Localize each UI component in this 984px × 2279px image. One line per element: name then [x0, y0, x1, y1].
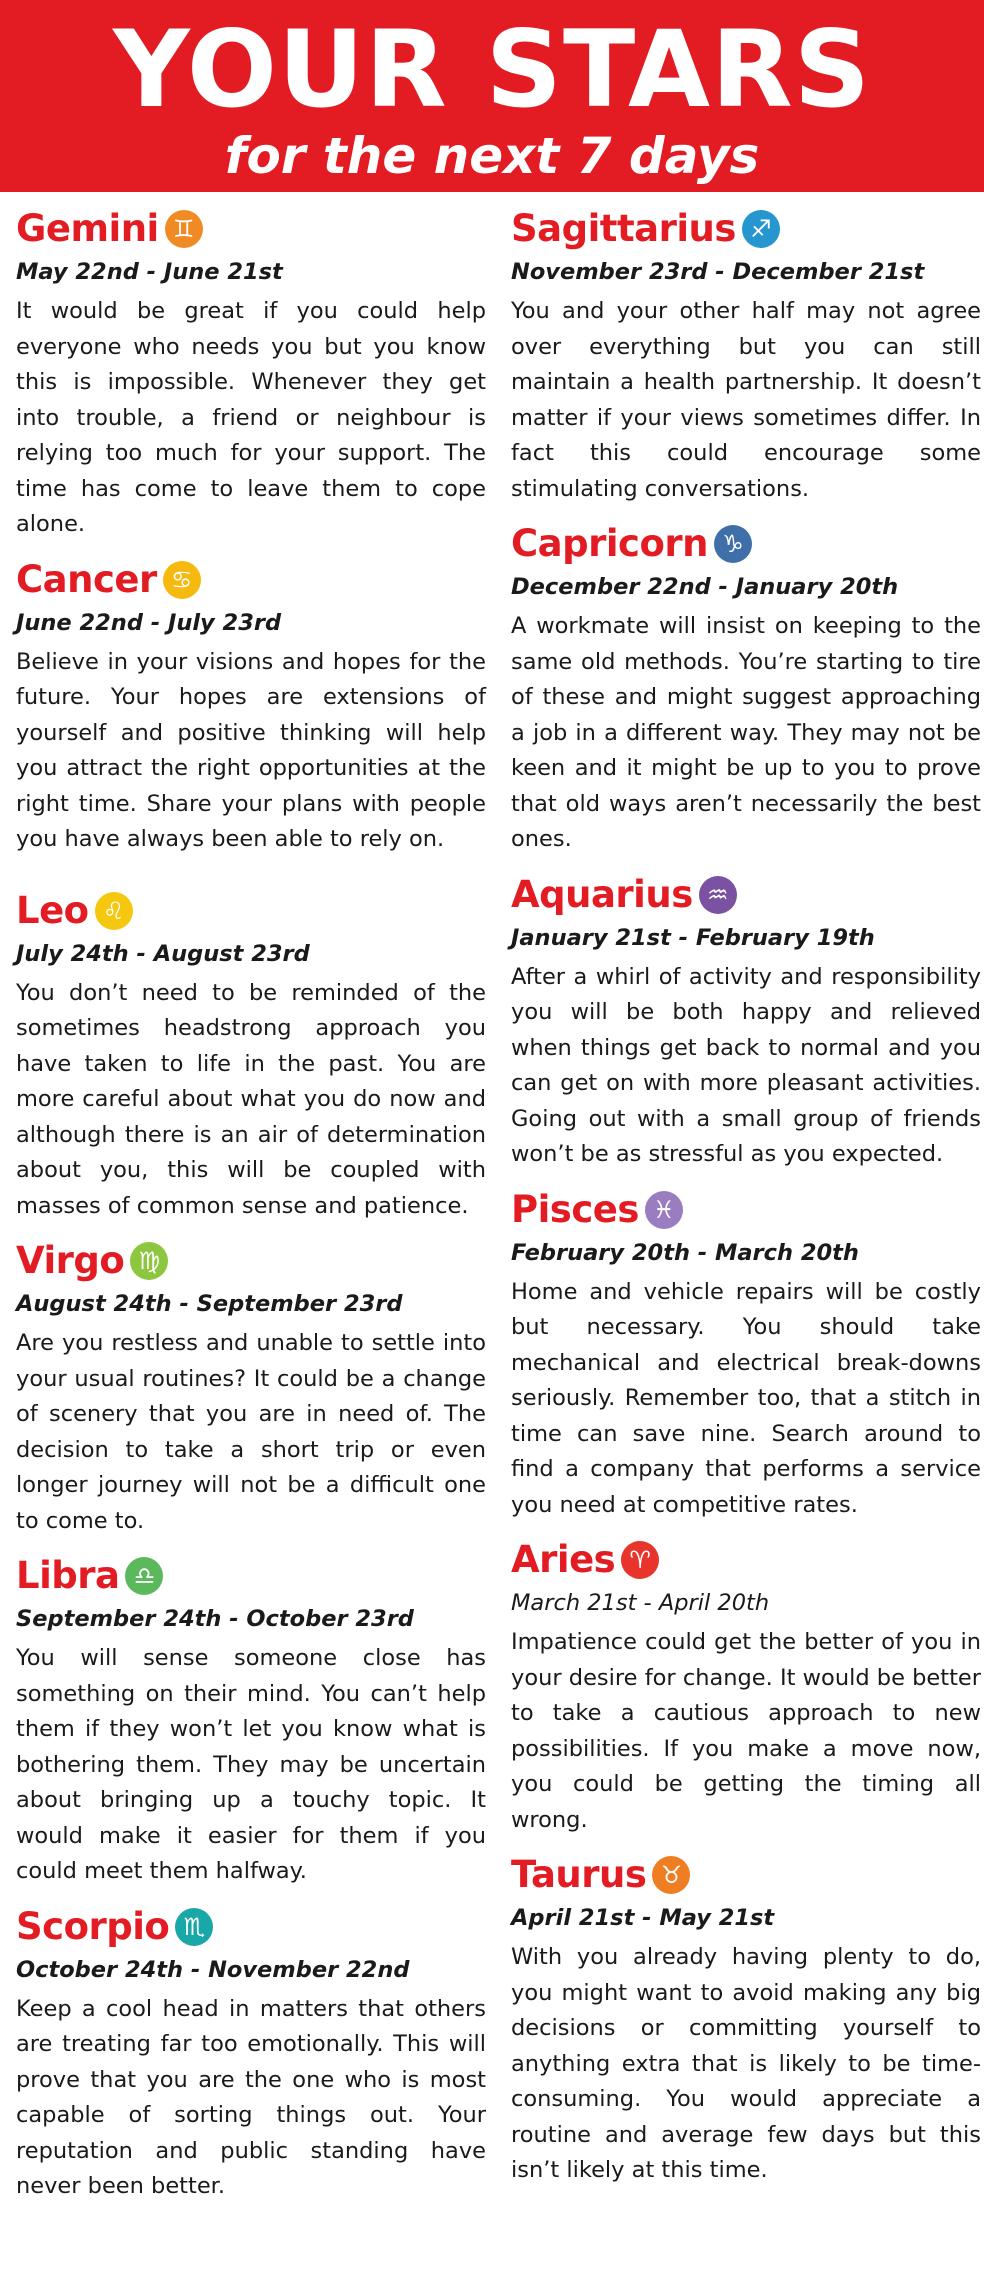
sign-libra — [16, 1549, 486, 1890]
sign-name-capricorn: Capricorn — [511, 522, 708, 565]
aquarius-icon: ♒ — [699, 876, 737, 914]
sign-heading — [511, 1183, 981, 1237]
sign-heading — [511, 202, 981, 256]
sign-text-cancer: Believe in your visions and hopes for the future. Your hopes are extensions of yourself and positive thinking will help you attract the right opportunities at the right time. Share your plans with people you have always been able to rely on. — [16, 648, 486, 852]
left-column — [16, 192, 486, 2205]
sign-text-gemini: It would be great if you could help everyone who needs you but you know this is impossible. Whenever they get into trouble, a friend or neighbour is relying too much for your support. The time has come to leave them to cope alone. — [16, 298, 486, 537]
sign-leo — [16, 884, 486, 1225]
gemini-icon: ♊ — [165, 210, 203, 248]
sign-dates-aries: March 21st - April 20th — [511, 1590, 770, 1616]
sign-text-taurus: With you already having plenty to do, you might want to avoid making any big decisions or committing yourself to anything extra that is likely to be time-consuming. You would appreciate a routine and average few days but this isn’t likely at this time. — [511, 1944, 981, 2183]
sign-text-sagittarius: You and your other half may not agree over everything but you can still maintain a health partnership. It doesn’t matter if your views sometimes differ. In fact this could encourage some stimulating conversations. — [511, 298, 981, 502]
sign-text-pisces: Home and vehicle repairs will be costly but necessary. You should take mechanical and electrical break-downs seriously. Remember too, that a stitch in time can save nine. Search around to find a company that performs a service you need at competitive rates. — [511, 1278, 981, 1518]
sign-dates-gemini: May 22nd - June 21st — [16, 259, 283, 285]
sign-name-gemini: Gemini — [16, 207, 159, 250]
sign-name-leo: Leo — [16, 888, 89, 932]
page-subtitle: for the next 7 days — [224, 127, 760, 185]
sign-dates-cancer: June 22nd - July 23rd — [16, 609, 282, 636]
aries-icon: ♈ — [621, 1541, 659, 1579]
sign-heading — [511, 868, 981, 922]
sign-heading — [16, 202, 486, 256]
sign-text-libra: You will sense someone close has something on their mind. You can’t help them if they won’t let you know what is bothering them. They may be uncertain about bringing up a touchy topic. It would make it easier for them if you could meet them halfway. — [16, 1645, 486, 1884]
sign-name-aries: Aries — [511, 1538, 616, 1581]
sign-cancer — [16, 553, 486, 858]
sign-text-leo: You don’t need to be reminded of the sometimes headstrong approach you have taken to life in the past. You are more careful about what you do now and although there is an air of determination about you, this will be coupled with masses of common sense and patience. — [16, 979, 486, 1219]
sign-name-cancer: Cancer — [16, 557, 157, 601]
sign-dates-capricorn: December 22nd - January 20th — [511, 574, 899, 600]
sign-heading — [16, 1234, 486, 1288]
virgo-icon: ♍ — [130, 1242, 168, 1280]
sign-pisces — [511, 1183, 981, 1524]
sign-aquarius — [511, 868, 981, 1173]
libra-icon: ♎ — [125, 1557, 163, 1595]
sign-heading — [16, 1900, 486, 1954]
sign-gemini — [16, 202, 486, 543]
sign-dates-scorpio: October 24th - November 22nd — [16, 1956, 410, 1983]
sign-name-scorpio: Scorpio — [16, 1904, 170, 1948]
sign-text-virgo: Are you restless and unable to settle into your usual routines? It could be a change of scenery that you are in need of. The decision to take a short trip or even longer journey will not be a difficult one to come to. — [16, 1330, 486, 1534]
sign-text-capricorn: A workmate will insist on keeping to the same old methods. You’re starting to tire of these and might suggest approaching a job in a different way. They may not be keen and it might be up to you to prove that old ways aren’t necessarily the best ones. — [511, 613, 981, 852]
scorpio-icon: ♏ — [175, 1908, 213, 1946]
sign-heading — [16, 884, 486, 938]
header-banner — [0, 0, 984, 192]
sign-dates-sagittarius: November 23rd - December 21st — [511, 259, 925, 285]
sign-taurus — [511, 1848, 981, 2189]
sign-dates-leo: July 24th - August 23rd — [16, 940, 310, 967]
sign-name-aquarius: Aquarius — [511, 872, 693, 916]
cancer-icon: ♋ — [163, 561, 201, 599]
sign-text-aries: Impatience could get the better of you in your desire for change. It would be better to take a cautious approach to new possibilities. If you make a move now, you could be getting the timing all wrong. — [511, 1629, 981, 1833]
sign-sagittarius — [511, 202, 981, 507]
sign-heading — [511, 517, 981, 571]
page-title: YOUR STARS — [112, 8, 872, 131]
sagittarius-icon: ♐ — [742, 210, 780, 248]
sign-virgo — [16, 1234, 486, 1539]
sign-dates-taurus: April 21st - May 21st — [511, 1905, 775, 1931]
sign-dates-libra: September 24th - October 23rd — [16, 1606, 414, 1632]
leo-icon: ♌ — [95, 892, 133, 930]
sign-dates-aquarius: January 21st - February 19th — [511, 924, 875, 951]
sign-scorpio — [16, 1900, 486, 2205]
sign-name-virgo: Virgo — [16, 1239, 125, 1282]
sign-name-sagittarius: Sagittarius — [511, 207, 736, 250]
sign-name-pisces: Pisces — [511, 1187, 639, 1231]
sign-name-libra: Libra — [16, 1554, 120, 1597]
sign-heading — [16, 1549, 486, 1603]
capricorn-icon: ♑ — [714, 525, 752, 563]
sign-heading — [511, 1848, 981, 1902]
sign-capricorn — [511, 517, 981, 858]
right-column — [511, 192, 981, 2189]
sign-aries — [511, 1533, 981, 1838]
sign-heading — [511, 1533, 981, 1587]
sign-dates-virgo: August 24th - September 23rd — [16, 1291, 403, 1317]
sign-name-taurus: Taurus — [511, 1853, 647, 1896]
sign-dates-pisces: February 20th - March 20th — [511, 1239, 859, 1266]
sign-heading — [16, 553, 486, 607]
sign-text-aquarius: After a whirl of activity and responsibility you will be both happy and relieved when things get back to normal and you can get on with more pleasant activities. Going out with a small group of friends won’t be as stressful as you expected. — [511, 963, 981, 1167]
pisces-icon: ♓ — [645, 1191, 683, 1229]
sign-text-scorpio: Keep a cool head in matters that others are treating far too emotionally. This will prove that you are the one who is most capable of sorting things out. Your reputation and public standing have never been better. — [16, 1995, 486, 2199]
taurus-icon: ♉ — [652, 1856, 690, 1894]
